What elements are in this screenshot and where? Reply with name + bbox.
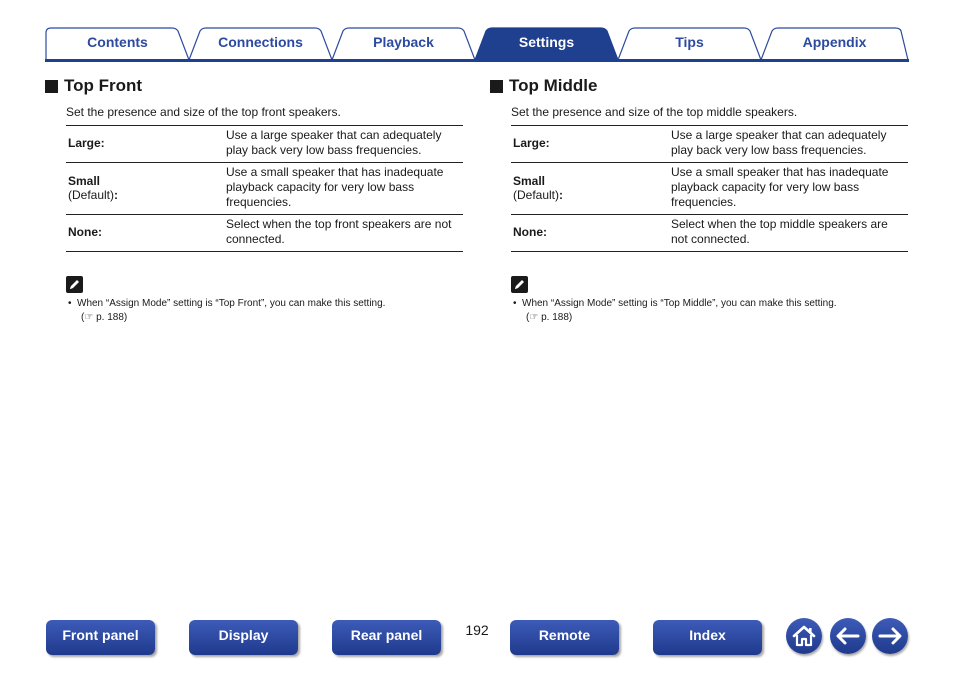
section-top-middle <box>490 76 908 323</box>
front-panel-button[interactable] <box>46 620 155 655</box>
option-name <box>511 165 671 210</box>
note-block <box>511 276 908 325</box>
table-row <box>511 163 908 215</box>
pointing-hand-icon: ☞ <box>84 312 94 323</box>
display-button[interactable] <box>189 620 298 655</box>
button-label: Remote <box>538 627 591 643</box>
option-description: Use a large speaker that can adequately play back very low bass frequencies. <box>671 128 887 157</box>
tab-settings[interactable] <box>474 27 619 60</box>
square-bullet-icon <box>490 80 503 93</box>
bullet-icon: • <box>68 298 72 309</box>
table-row <box>66 215 463 252</box>
reference-open-paren: ( <box>526 312 530 323</box>
tab-playback[interactable] <box>331 27 476 60</box>
tab-label: Appendix <box>802 34 867 50</box>
tab-label: Connections <box>218 34 303 50</box>
option-name <box>511 217 671 247</box>
tab-appendix[interactable] <box>760 27 909 60</box>
option-key: Large: <box>68 136 105 150</box>
option-colon: : <box>114 187 119 202</box>
option-key: Large: <box>513 136 550 150</box>
section-heading <box>45 76 463 96</box>
rear-panel-button[interactable] <box>332 620 441 655</box>
home-icon <box>786 618 822 654</box>
note-text <box>66 297 463 325</box>
option-description: Select when the top front speakers are not connected. <box>226 217 452 246</box>
option-key: None: <box>513 225 547 239</box>
pencil-note-icon <box>66 276 83 293</box>
pencil-note-icon <box>511 276 528 293</box>
options-table <box>511 125 908 252</box>
table-row <box>511 126 908 163</box>
page-reference-link[interactable] <box>68 311 463 325</box>
tab-bar-underline <box>45 59 909 62</box>
section-description: Set the presence and size of the top front speakers. <box>66 105 341 119</box>
index-button[interactable] <box>653 620 762 655</box>
top-tab-bar <box>45 27 909 62</box>
note-body: When “Assign Mode” setting is “Top Front”, you can make this setting. <box>77 298 386 309</box>
option-key: Small <box>513 173 546 188</box>
option-description: Use a small speaker that has inadequate playback capacity for very low bass frequencies. <box>671 165 889 209</box>
bullet-icon: • <box>513 298 517 309</box>
table-row <box>66 126 463 163</box>
note-block <box>66 276 463 325</box>
option-description: Use a large speaker that can adequately play back very low bass frequencies. <box>226 128 442 157</box>
note-text <box>511 297 908 325</box>
option-name <box>66 165 226 210</box>
tab-contents[interactable] <box>45 27 190 60</box>
option-default-label: (Default) <box>68 187 115 202</box>
section-description: Set the presence and size of the top middle speakers. <box>511 105 798 119</box>
tab-label: Playback <box>373 34 434 50</box>
button-label: Display <box>218 627 269 643</box>
option-key: None: <box>68 225 102 239</box>
page-number: 192 <box>465 622 489 638</box>
back-button[interactable] <box>830 618 866 654</box>
forward-button[interactable] <box>872 618 908 654</box>
page-reference-link[interactable] <box>513 311 908 325</box>
button-label: Rear panel <box>350 627 423 643</box>
section-title: Top Middle <box>509 76 598 95</box>
option-default-label: (Default) <box>513 187 560 202</box>
reference-text: p. 188) <box>96 312 128 323</box>
option-description: Select when the top middle speakers are not connected. <box>671 217 888 246</box>
arrow-left-icon <box>830 618 866 654</box>
option-description: Use a small speaker that has inadequate playback capacity for very low bass frequencies. <box>226 165 444 209</box>
reference-text: p. 188) <box>541 312 573 323</box>
tab-tips[interactable] <box>617 27 762 60</box>
note-body: When “Assign Mode” setting is “Top Middle”, you can make this setting. <box>522 298 837 309</box>
option-name <box>66 217 226 247</box>
options-table <box>66 125 463 252</box>
option-colon: : <box>559 187 564 202</box>
tab-label: Tips <box>675 34 704 50</box>
button-label: Front panel <box>62 627 139 643</box>
tab-label: Contents <box>87 34 148 50</box>
tab-connections[interactable] <box>188 27 333 60</box>
option-key: Small <box>68 173 101 188</box>
reference-open-paren: ( <box>81 312 85 323</box>
section-top-front <box>45 76 463 323</box>
button-label: Index <box>689 627 726 643</box>
option-name <box>511 128 671 158</box>
pointing-hand-icon: ☞ <box>529 312 539 323</box>
section-heading <box>490 76 908 96</box>
option-name <box>66 128 226 158</box>
remote-button[interactable] <box>510 620 619 655</box>
table-row <box>511 215 908 252</box>
arrow-right-icon <box>872 618 908 654</box>
table-row <box>66 163 463 215</box>
home-button[interactable] <box>786 618 822 654</box>
tab-label: Settings <box>518 34 575 50</box>
square-bullet-icon <box>45 80 58 93</box>
section-title: Top Front <box>64 76 143 95</box>
